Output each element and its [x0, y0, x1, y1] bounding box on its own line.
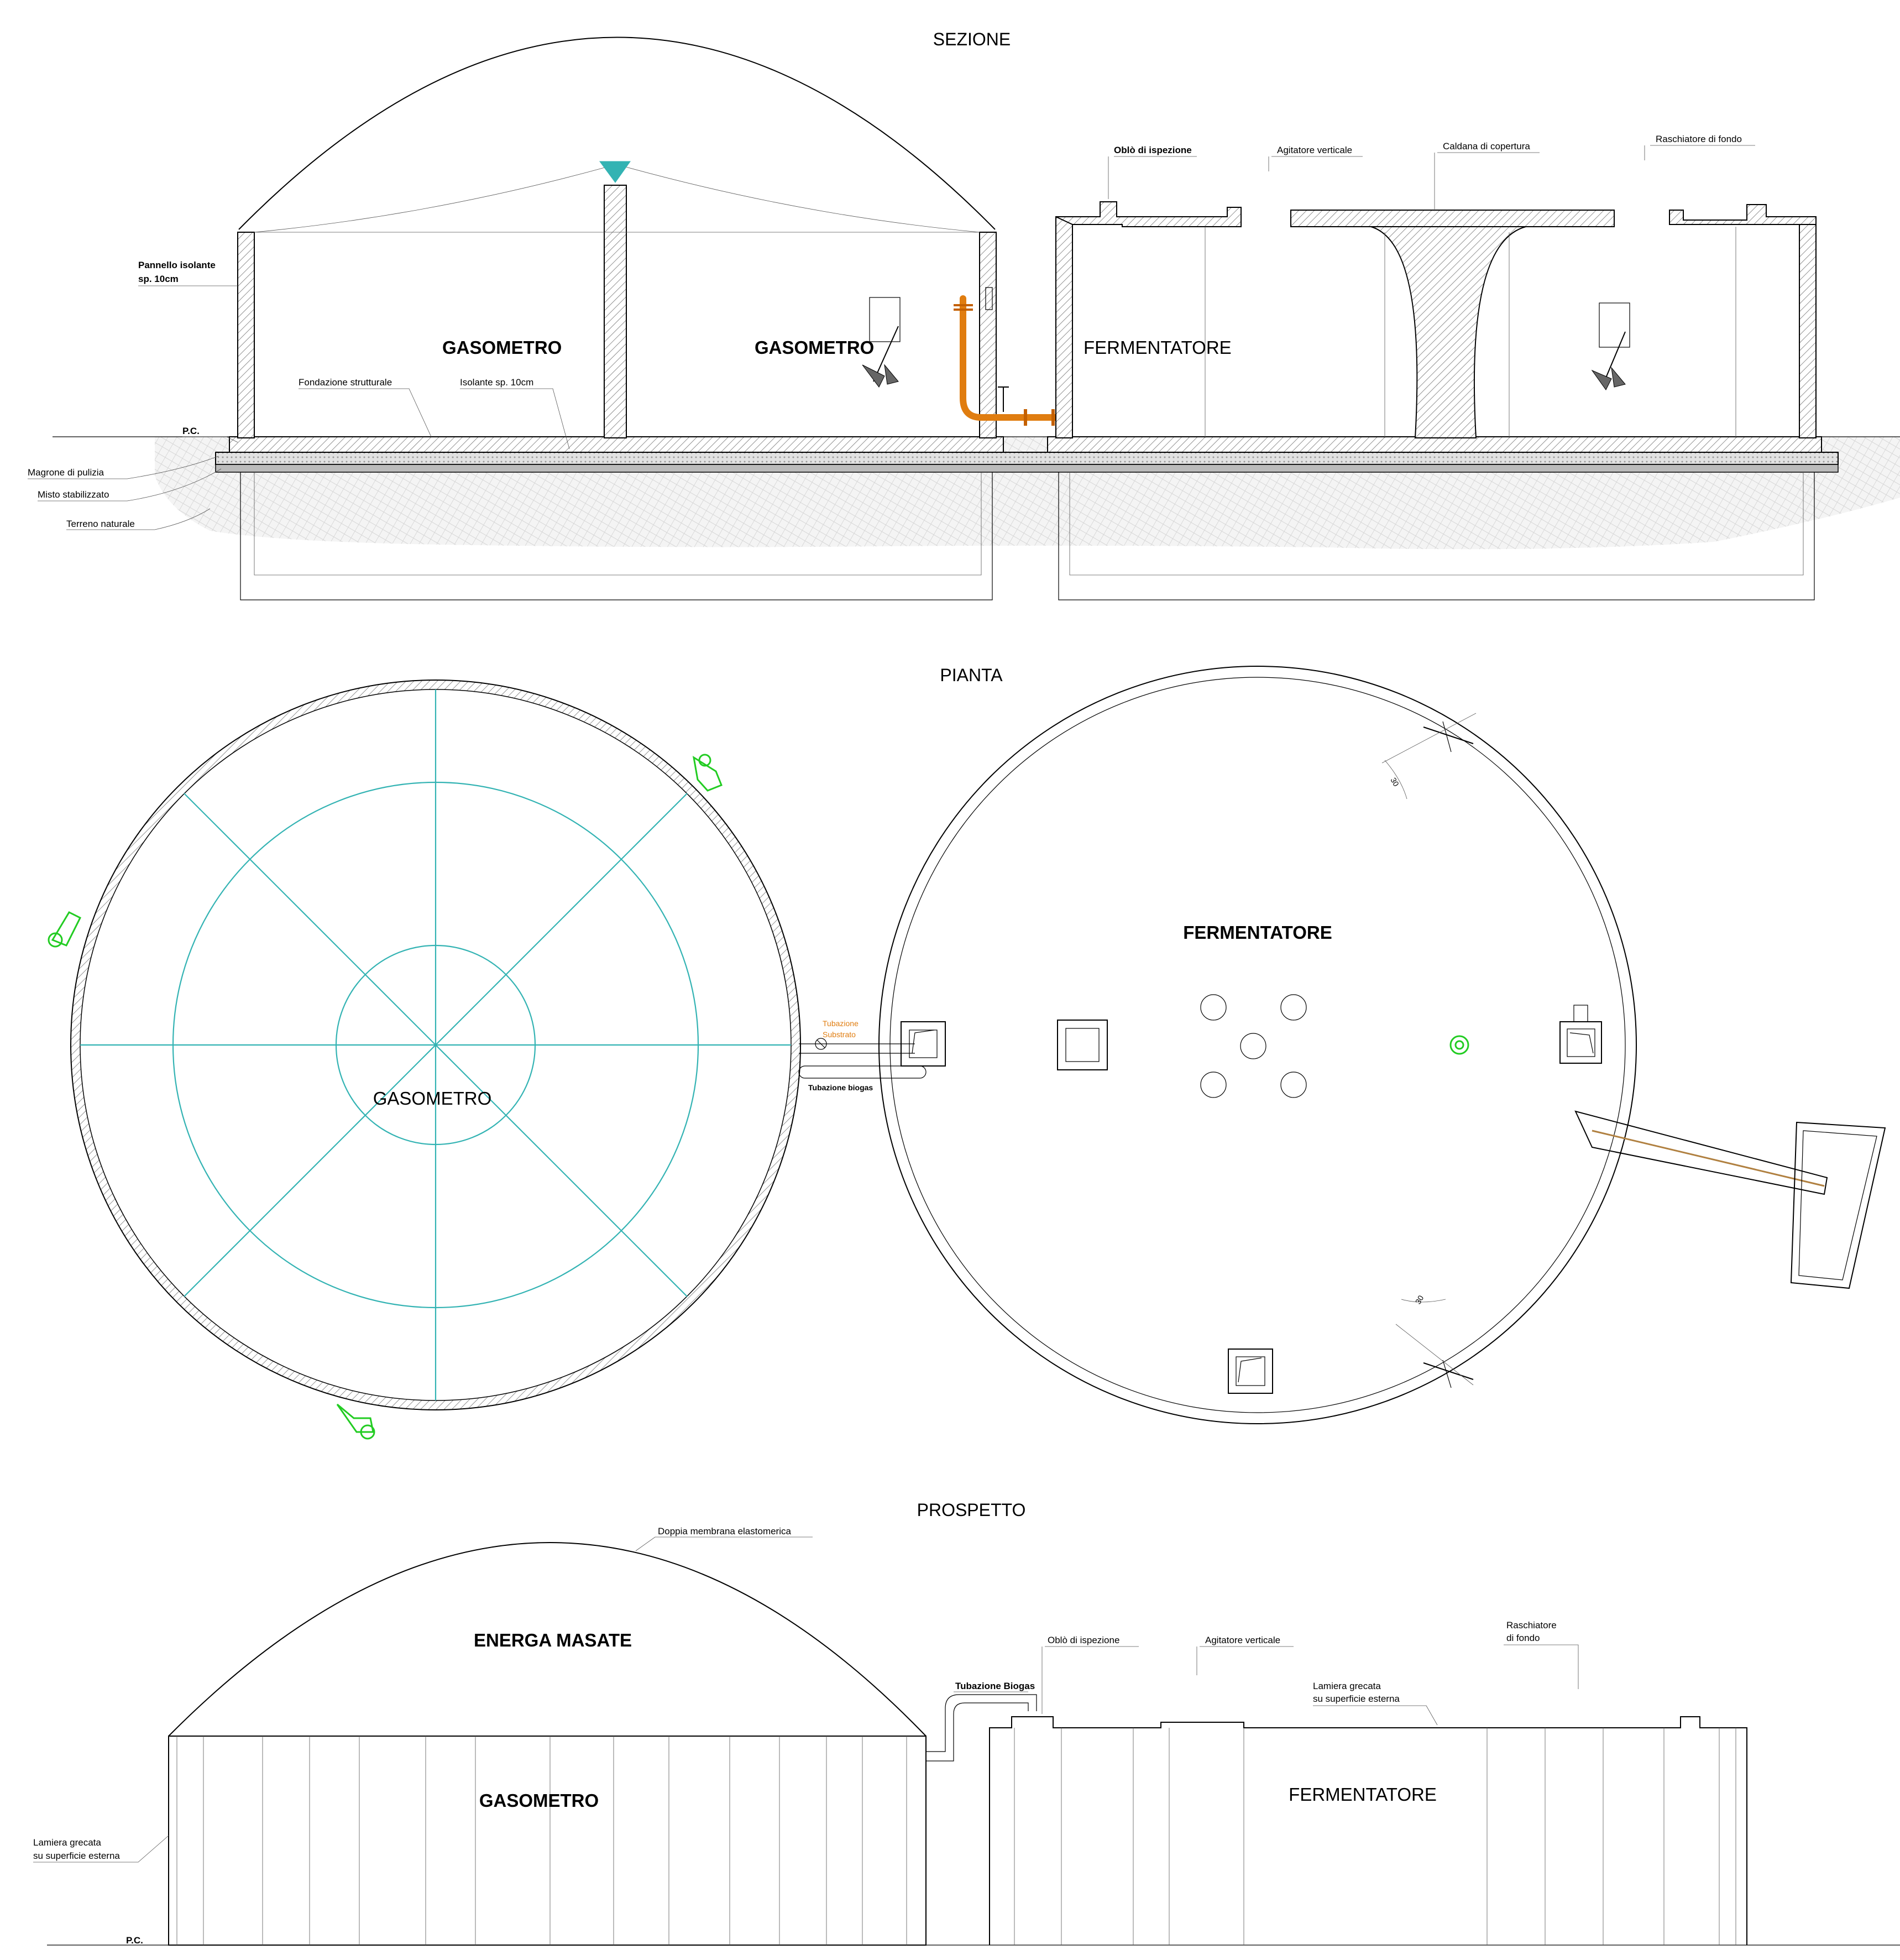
label-agitatore-section: Agitatore verticale [1277, 145, 1353, 155]
label-misto: Misto stabilizzato [38, 489, 109, 500]
label-caldana: Caldana di copertura [1443, 141, 1530, 151]
elevation-view [33, 1500, 1900, 1946]
hatch-right [1560, 1005, 1601, 1063]
plan-fermentatore: FERMENTATORE [1183, 922, 1332, 943]
magrone-layer [216, 452, 1838, 464]
leader-agitatore-elevation [1197, 1647, 1294, 1675]
label-lamiera-right-2: su superficie esterna [1313, 1694, 1400, 1704]
elevation-gasometro: GASOMETRO [479, 1790, 599, 1811]
section-view [28, 29, 1900, 600]
elevation-gasometer-body [169, 1736, 926, 1945]
plan-view [49, 665, 1885, 1439]
leader-oblo-elevation [1042, 1647, 1139, 1714]
label-tubazione-biogas: Tubazione Biogas [955, 1681, 1035, 1691]
label-isolante: Isolante sp. 10cm [460, 377, 534, 388]
leader-lamiera-right [1313, 1706, 1437, 1725]
label-magrone: Magrone di pulizia [28, 467, 104, 478]
dome-membrane-leader [636, 1537, 813, 1551]
plan-substrato-2: Substrato [823, 1030, 856, 1039]
label-pc-section: P.C. [182, 426, 200, 436]
label-energa: ENERGA MASATE [473, 1630, 632, 1650]
label-oblo-section: Oblò di ispezione [1114, 145, 1192, 155]
gasometer-column [604, 185, 626, 438]
gasometer-wall-right [980, 232, 996, 438]
section-gasometro-right: GASOMETRO [755, 337, 875, 358]
label-agitatore-elevation: Agitatore verticale [1205, 1635, 1281, 1645]
fermenter-center-column [1371, 227, 1526, 438]
fermenter-wall-left [1056, 217, 1072, 438]
hatch-mid [1058, 1020, 1107, 1070]
label-raschiatore-elevation-2: di fondo [1506, 1633, 1540, 1643]
leader-agitatore-section [1269, 156, 1363, 171]
angle-top: 30 [1389, 776, 1401, 788]
green-port [1451, 1036, 1468, 1054]
mixer-fermenter [1592, 303, 1630, 390]
label-pannello-2: sp. 10cm [138, 274, 179, 284]
membrane-support [600, 161, 630, 182]
fermenter-wall-right [1799, 217, 1816, 438]
label-oblo-elevation: Oblò di ispezione [1048, 1635, 1120, 1645]
label-lamiera-left-2: su superficie esterna [33, 1851, 120, 1861]
leader-oblo-section [1108, 156, 1197, 199]
leader-caldana [1435, 153, 1540, 211]
label-lamiera-right-1: Lamiera grecata [1313, 1681, 1381, 1691]
fermenter-outer [879, 666, 1636, 1424]
label-raschiatore-elevation-1: Raschiatore [1506, 1620, 1557, 1630]
leader-fondazione [299, 389, 431, 437]
gasometer-slab [229, 437, 1003, 452]
biogas-valve-section [998, 387, 1009, 412]
section-title: SEZIONE [933, 29, 1011, 49]
label-terreno: Terreno naturale [66, 519, 135, 529]
label-fondazione: Fondazione strutturale [299, 377, 392, 388]
elevation-title: PROSPETTO [917, 1500, 1026, 1520]
elevation-fermentatore: FERMENTATORE [1289, 1784, 1437, 1805]
fermenter-roof-center [1291, 210, 1614, 227]
misto-layer [216, 464, 1838, 472]
plan-substrato-1: Tubazione [823, 1019, 859, 1028]
fitting-bottom [337, 1404, 374, 1439]
label-pc-elevation: P.C. [126, 1935, 143, 1946]
section-fermentatore: FERMENTATORE [1084, 337, 1232, 358]
elevation-fermenter-body [990, 1717, 1747, 1945]
fermenter-roof-left [1056, 202, 1241, 227]
substrate-pipe-section [954, 299, 1067, 426]
elevation-biogas-pipe [926, 1695, 1037, 1761]
label-lamiera-left-1: Lamiera grecata [33, 1837, 101, 1848]
gasometer-cladding-lines [177, 1736, 907, 1945]
leader-raschiatore-elevation [1504, 1645, 1578, 1689]
center-openings [1201, 995, 1306, 1097]
hatch-bottom [1228, 1349, 1273, 1393]
plan-biogas: Tubazione biogas [808, 1083, 873, 1092]
label-raschiatore-section: Raschiatore di fondo [1656, 134, 1742, 144]
fermenter-roof-right [1669, 205, 1816, 224]
label-membrana: Doppia membrana elastomerica [658, 1526, 791, 1536]
label-pannello-1: Pannello isolante [138, 260, 216, 270]
substrate-pipe-plan [799, 1038, 915, 1053]
gasometer-wall-left [238, 232, 254, 438]
angle-dimension-bottom [1396, 1299, 1473, 1388]
plan-gasometro: GASOMETRO [373, 1088, 492, 1109]
biogas-pipe-plan [799, 1066, 926, 1078]
scraper-arm [1576, 1111, 1885, 1288]
leader-raschiatore-section [1645, 145, 1755, 160]
gasometer-radial-lines [80, 689, 791, 1400]
fitting-left [49, 912, 80, 947]
fermenter-slab [1048, 437, 1822, 452]
fermenter-cladding-lines [1014, 1728, 1736, 1945]
section-gasometro-left: GASOMETRO [442, 337, 562, 358]
fitting-top-right [694, 755, 721, 791]
angle-bottom: 30 [1413, 1294, 1426, 1306]
fermenter-inner [890, 677, 1625, 1413]
plan-title: PIANTA [940, 665, 1003, 685]
